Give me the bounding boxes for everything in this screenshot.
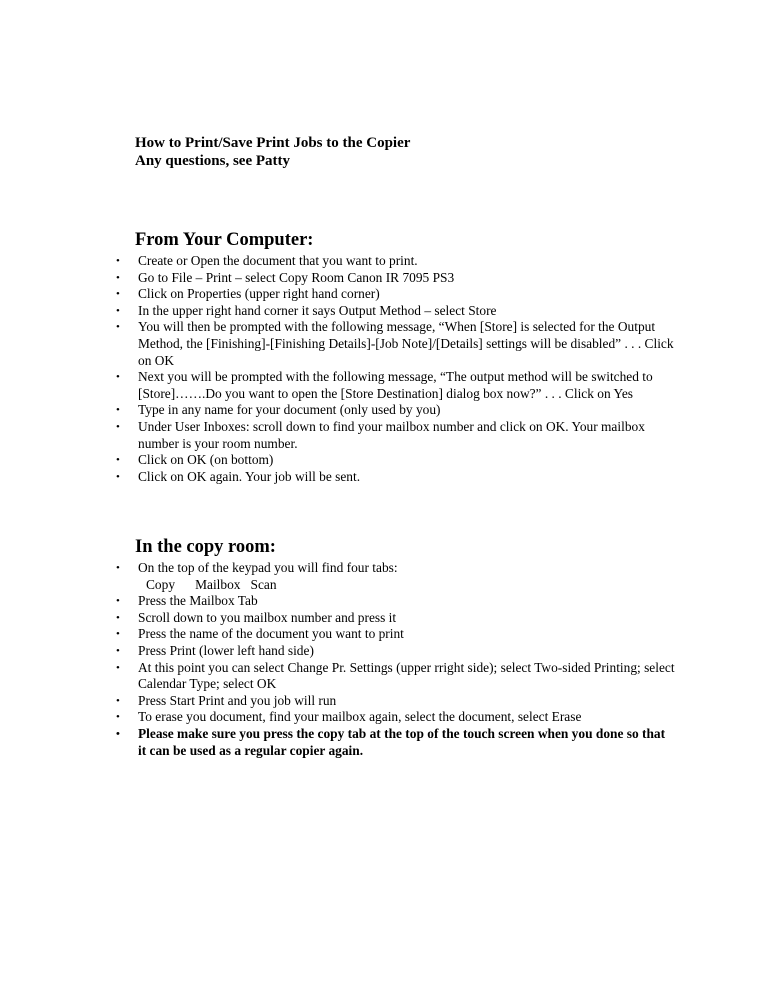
bullet-icon: •: [116, 562, 120, 574]
list-item-text: Click on Properties (upper right hand corner): [138, 286, 380, 302]
list-item: [116, 319, 675, 369]
bullet-icon: •: [116, 628, 120, 641]
heading-from-your-computer: From Your Computer:: [135, 230, 314, 250]
list-item: [116, 302, 675, 320]
list-item-text: To erase you document, find your mailbox again, select the document, select Erase: [138, 709, 582, 725]
list-item-text: In the upper right hand corner it says Output Method – select Store: [138, 302, 497, 318]
list-item: [116, 418, 675, 452]
bullet-icon: •: [116, 321, 120, 334]
list-item: [116, 692, 675, 710]
list-item: [116, 709, 675, 726]
list-item-text: Type in any name for your document (only used by you): [138, 402, 441, 418]
list-item-text: Press the name of the document you want to print: [138, 626, 404, 642]
list-item: [116, 659, 675, 693]
bullet-icon: •: [116, 694, 120, 707]
bullet-icon: •: [116, 595, 120, 608]
list-item: [116, 609, 675, 627]
document-title: [135, 134, 410, 170]
list-item-text: On the top of the keypad you will find four tabs:: [138, 560, 398, 575]
list-item-text: Scroll down to you mailbox number and press it: [138, 609, 397, 625]
bullet-icon: •: [116, 404, 120, 417]
list-item-text: Click on OK again. Your job will be sent.: [138, 468, 361, 484]
bullet-icon: •: [116, 661, 120, 674]
bullet-icon: •: [116, 454, 120, 467]
list-item: [116, 269, 675, 287]
list-item: [116, 468, 675, 486]
bullet-icon: •: [116, 711, 120, 724]
list-item: [116, 626, 675, 643]
title-line-2: Any questions, see Patty: [135, 153, 291, 169]
list-item: [116, 642, 675, 660]
list-item-text: Press Start Print and you job will run: [138, 692, 337, 708]
list-item-text: Click on OK (on bottom): [138, 452, 274, 468]
bullet-icon: •: [116, 420, 120, 433]
list-item-text: You will then be prompted with the following message, “When [Store] is selected for the Output Method, the [Finishing]-[Finishing Details]-[Job Note]/[Details] settings will be disabled” . . . Click on OK: [138, 319, 674, 368]
list-item: [116, 593, 675, 610]
title-line-1: How to Print/Save Print Jobs to the Copier: [135, 135, 411, 151]
list-item-text: Under User Inboxes: scroll down to find your mailbox number and click on OK. Your mailbox number is your room number.: [138, 418, 645, 451]
tab-names-line: Copy Mailbox Scan: [146, 576, 277, 592]
list-item-text: Press Print (lower left hand side): [138, 642, 314, 658]
list-item: [116, 452, 675, 469]
bullet-icon: •: [116, 644, 120, 657]
final-note-text: Please make sure you press the copy tab at the top of the touch screen when you done so that it can be used as a regular copier again.: [138, 725, 666, 758]
bullet-icon: •: [116, 288, 120, 301]
list-item-text: Next you will be prompted with the following message, “The output method will be switched to [Store]…….Do you want to open the [Store Destination] dialog box now?” . . . Click on Yes: [138, 369, 653, 401]
bullet-icon: •: [116, 611, 120, 624]
heading-in-the-copy-room: In the copy room:: [135, 537, 276, 557]
list-item-final-note: [116, 725, 675, 759]
list-item-text: Create or Open the document that you want to print.: [138, 253, 418, 268]
copyroom-steps-list: [116, 560, 675, 759]
list-item-text: Go to File – Print – select Copy Room Canon IR 7095 PS3: [138, 269, 455, 285]
bullet-icon: •: [116, 271, 120, 284]
list-item: [116, 253, 675, 270]
list-item: [116, 560, 675, 593]
list-item-text: Press the Mailbox Tab: [138, 593, 258, 609]
bullet-icon: •: [116, 727, 120, 740]
computer-steps-list: [116, 253, 675, 485]
bullet-icon: •: [116, 470, 120, 483]
bullet-icon: •: [116, 255, 120, 267]
bullet-icon: •: [116, 371, 120, 384]
list-item: [116, 369, 675, 402]
bullet-icon: •: [116, 304, 120, 317]
list-item: [116, 286, 675, 303]
list-item-text: At this point you can select Change Pr. Settings (upper rright side); select Two-sided Printing; select Calendar Type; select OK: [138, 659, 675, 692]
list-item: [116, 402, 675, 419]
